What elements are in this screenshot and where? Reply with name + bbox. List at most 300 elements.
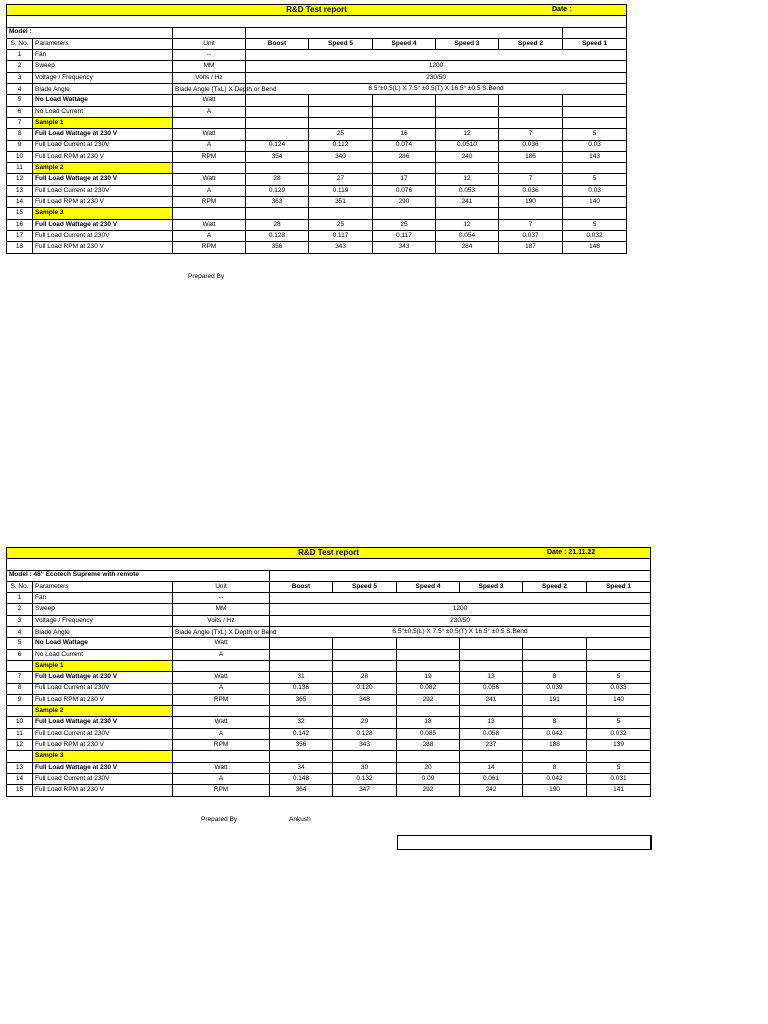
empty-cell (563, 163, 627, 174)
value-cell: 16 (373, 129, 436, 140)
sno-cell: 6 (7, 649, 33, 660)
header-speed5: Speed 5 (309, 38, 373, 49)
voltage-value: 230/50 (246, 72, 627, 83)
value-cell: 19 (397, 672, 460, 683)
sno-cell: 15 (7, 785, 33, 796)
value-cell: 139 (587, 740, 651, 751)
value-cell: 0.032 (587, 728, 651, 739)
value-cell: 0.054 (436, 230, 499, 241)
empty-cell (333, 660, 397, 671)
report-title (7, 548, 651, 559)
empty-cell (246, 208, 309, 219)
value-cell: 292 (397, 785, 460, 796)
sno-cell: 13 (7, 762, 33, 773)
test-report-table-1 (6, 4, 627, 254)
sno-cell (7, 660, 33, 671)
sample-label: Sample 3 (33, 751, 173, 762)
value-cell: 0.117 (309, 230, 373, 241)
empty-cell (499, 163, 563, 174)
sno-cell: 11 (7, 728, 33, 739)
sno-cell: 5 (7, 95, 33, 106)
empty-cell (563, 208, 627, 219)
value-cell: 28 (246, 219, 309, 230)
sample-label: Sample 2 (33, 706, 173, 717)
value-cell: 12 (436, 219, 499, 230)
unit-cell: A (173, 728, 270, 739)
empty-cell (499, 117, 563, 128)
empty-cell (397, 660, 460, 671)
value-cell: 12 (436, 129, 499, 140)
sample-header-row (7, 751, 651, 762)
value-cell: 0.120 (333, 683, 397, 694)
sno-cell: 8 (7, 129, 33, 140)
table-row (7, 129, 627, 140)
param-cell: Sweep (33, 604, 173, 615)
header-speed4: Speed 4 (397, 581, 460, 592)
value-cell: 0.128 (246, 230, 309, 241)
value-cell: 365 (270, 694, 333, 705)
value-cell: 0.031 (587, 773, 651, 784)
empty-cell (246, 117, 309, 128)
value-cell: 0.036 (499, 140, 563, 151)
report-title-text: R&D Test report (286, 5, 347, 15)
table-row (7, 230, 627, 241)
value-cell: 0.061 (460, 773, 523, 784)
unit-cell: RPM (173, 151, 246, 162)
unit-cell: Watt (173, 129, 246, 140)
table-row (7, 649, 651, 660)
unit-cell: MM (173, 61, 246, 72)
param-cell: No Load Current (33, 649, 173, 660)
unit-cell: A (173, 106, 246, 117)
value-cell: 0.112 (309, 140, 373, 151)
value-cell: 5 (587, 762, 651, 773)
value-cell: 20 (397, 762, 460, 773)
value-cell: 187 (499, 242, 563, 253)
unit-cell: Watt (173, 219, 246, 230)
sno-cell (7, 751, 33, 762)
value-cell: 140 (587, 694, 651, 705)
value-cell: 0.039 (523, 683, 587, 694)
value-cell: 347 (333, 785, 397, 796)
value-cell: 340 (309, 151, 373, 162)
param-cell: No Load Current (33, 106, 173, 117)
sample-label: Sample 3 (33, 208, 173, 219)
sno-cell: 1 (7, 593, 33, 604)
value-cell: 351 (309, 197, 373, 208)
value-cell: 292 (397, 694, 460, 705)
value-cell: 237 (460, 740, 523, 751)
value-cell: 5 (563, 129, 627, 140)
value-cell: 5 (563, 219, 627, 230)
value-cell: 7 (499, 174, 563, 185)
blade-angle-value: 6.5°±0.5(L) X 7.5° ±0.5(T) X 16.5° ±0.5 S.Bend (246, 84, 627, 95)
param-cell: Full Load Current at 230V (33, 728, 173, 739)
unit-cell: Watt (173, 174, 246, 185)
value-cell: 356 (246, 242, 309, 253)
value-cell: 0.074 (373, 140, 436, 151)
value-cell: 286 (373, 151, 436, 162)
param-cell: Full Load RPM at 230 V (33, 151, 173, 162)
unit-cell: A (173, 649, 270, 660)
param-cell: Fan (33, 50, 173, 61)
table-row (7, 185, 627, 196)
value-cell: 0.053 (436, 185, 499, 196)
empty-cell (373, 163, 436, 174)
table-row (7, 740, 651, 751)
sno-cell: 4 (7, 84, 33, 95)
test-report-table-2 (6, 547, 651, 797)
sno-cell: 12 (7, 740, 33, 751)
sno-cell: 5 (7, 638, 33, 649)
sno-cell: 11 (7, 163, 33, 174)
unit-cell: MM (173, 604, 270, 615)
param-cell: Sweep (33, 61, 173, 72)
header-boost: Boost (246, 38, 309, 49)
value-cell: 0.132 (333, 773, 397, 784)
unit-cell: Blade Angle (TxL) X Depth or Bend (173, 627, 270, 638)
header-boost: Boost (270, 581, 333, 592)
unit-cell: RPM (173, 785, 270, 796)
empty-cell (309, 208, 373, 219)
sno-cell: 13 (7, 185, 33, 196)
table-row (7, 50, 627, 61)
value-cell: 143 (563, 151, 627, 162)
value-cell: 0.136 (270, 683, 333, 694)
table-row (7, 773, 651, 784)
param-cell: Blade Angle (33, 627, 173, 638)
sno-cell: 9 (7, 694, 33, 705)
value-cell: 343 (373, 242, 436, 253)
sno-cell: 3 (7, 615, 33, 626)
empty-cell (173, 751, 270, 762)
table-row (7, 785, 651, 796)
table-row (7, 95, 627, 106)
voltage-value: 230/50 (270, 615, 651, 626)
unit-cell: RPM (173, 740, 270, 751)
value-cell (246, 50, 627, 61)
table-row (7, 84, 627, 95)
empty-cell (397, 751, 460, 762)
value-cell: 364 (270, 785, 333, 796)
header-speed3: Speed 3 (436, 38, 499, 49)
param-cell: Full Load RPM at 230 V (33, 785, 173, 796)
value-cell: 0.085 (397, 728, 460, 739)
unit-cell: -- (173, 50, 246, 61)
value-cell: 8 (523, 762, 587, 773)
value-cell: 0.119 (309, 185, 373, 196)
value-cell: 343 (333, 740, 397, 751)
unit-cell: A (173, 185, 246, 196)
unit-cell: A (173, 683, 270, 694)
prepared-by-label: Prepared By (188, 273, 225, 280)
sno-cell: 10 (7, 151, 33, 162)
table-row (7, 140, 627, 151)
param-cell: Full Load RPM at 230 V (33, 197, 173, 208)
header-sno: S. No. (7, 581, 33, 592)
value-cell: 28 (333, 672, 397, 683)
empty-cell (173, 706, 270, 717)
empty-cell (460, 751, 523, 762)
value-cell: 29 (333, 717, 397, 728)
param-cell: Full Load Wattage at 230 V (33, 762, 173, 773)
table-row (7, 717, 651, 728)
empty-cell (270, 706, 333, 717)
value-cell: 0.124 (246, 140, 309, 151)
value-cell: 8 (523, 672, 587, 683)
value-cell: 27 (309, 174, 373, 185)
empty-cell (246, 163, 309, 174)
param-cell: Full Load RPM at 230 V (33, 740, 173, 751)
param-cell: No Load Wattage (33, 95, 173, 106)
table-row (7, 242, 627, 253)
report-date: Date : (552, 6, 572, 13)
table-row (7, 728, 651, 739)
value-cell: 0.032 (563, 230, 627, 241)
empty-cell (436, 117, 499, 128)
table-row (7, 593, 651, 604)
value-cell: 191 (523, 694, 587, 705)
value-cell: 241 (436, 197, 499, 208)
param-cell: Full Load Wattage at 230 V (33, 672, 173, 683)
value-cell: 141 (587, 785, 651, 796)
value-cell: 13 (460, 672, 523, 683)
param-cell: No Load Wattage (33, 638, 173, 649)
table-row (7, 219, 627, 230)
value-cell: 188 (523, 740, 587, 751)
sample-label: Sample 1 (33, 117, 173, 128)
sample-header-row (7, 706, 651, 717)
table-row (7, 627, 651, 638)
empty-cell (523, 660, 587, 671)
value-cell: 288 (397, 740, 460, 751)
value-cell: 186 (499, 151, 563, 162)
sample-header-row (7, 660, 651, 671)
value-cell: 0.076 (373, 185, 436, 196)
empty-cell (173, 163, 246, 174)
header-speed2: Speed 2 (523, 581, 587, 592)
report-date: Date : 21.11.22 (547, 549, 596, 556)
sno-cell: 18 (7, 242, 33, 253)
value-cell: 354 (246, 151, 309, 162)
value-cell: 0.033 (587, 683, 651, 694)
value-cell: 0.036 (499, 185, 563, 196)
param-cell: Full Load Wattage at 230 V (33, 717, 173, 728)
table-row (7, 604, 651, 615)
signature-box (397, 835, 652, 850)
sno-cell: 15 (7, 208, 33, 219)
empty-cell (587, 660, 651, 671)
sno-cell: 1 (7, 50, 33, 61)
empty-cell (523, 706, 587, 717)
empty-cell (587, 706, 651, 717)
value-cell: 0.03 (563, 185, 627, 196)
header-speed1: Speed 1 (563, 38, 627, 49)
value-cell: 348 (333, 694, 397, 705)
sno-cell: 12 (7, 174, 33, 185)
empty-cell (563, 117, 627, 128)
sno-cell: 8 (7, 683, 33, 694)
sno-cell: 14 (7, 773, 33, 784)
table-row (7, 151, 627, 162)
param-cell: Full Load Current at 230V (33, 230, 173, 241)
value-cell: 148 (563, 242, 627, 253)
empty-cell (373, 117, 436, 128)
blade-angle-value: 6.5°±0.5(L) X 7.5° ±0.5(T) X 16.5° ±0.5 S.Bend (270, 627, 651, 638)
value-cell: 0.042 (523, 773, 587, 784)
param-cell: Blade Angle (33, 84, 173, 95)
value-cell: 241 (460, 694, 523, 705)
prepared-by-label: Prepared By (201, 816, 238, 823)
unit-cell: Watt (173, 672, 270, 683)
header-speed3: Speed 3 (460, 581, 523, 592)
value-cell: 0.082 (397, 683, 460, 694)
table-row (7, 694, 651, 705)
value-cell: 242 (460, 785, 523, 796)
report-title-text: R&D Test report (298, 548, 359, 558)
value-cell: 0.037 (499, 230, 563, 241)
param-cell: Full Load Current at 230V (33, 140, 173, 151)
empty-cell (499, 208, 563, 219)
table-row (7, 615, 651, 626)
empty-cell (270, 660, 333, 671)
header-parameters: Parameters (33, 581, 173, 592)
model-value (246, 27, 563, 38)
empty-cell (173, 660, 270, 671)
value-cell: 343 (309, 242, 373, 253)
sno-cell: 14 (7, 197, 33, 208)
value-cell: 14 (460, 762, 523, 773)
model-value (270, 570, 651, 581)
sno-cell: 2 (7, 604, 33, 615)
value-cell: 5 (563, 174, 627, 185)
param-cell: Full Load Wattage at 230 V (33, 129, 173, 140)
header-row (7, 581, 651, 592)
value-cell: 18 (397, 717, 460, 728)
param-cell: Full Load Current at 230V (33, 773, 173, 784)
value-cell: 0.056 (460, 683, 523, 694)
unit-cell: A (173, 140, 246, 151)
value-cell: 363 (246, 197, 309, 208)
value-cell: 32 (270, 717, 333, 728)
param-cell: Full Load RPM at 230 V (33, 242, 173, 253)
table-row (7, 72, 627, 83)
model-label: Model : 48" Ecotech Supreme with remote (7, 570, 270, 581)
param-cell: Full Load Current at 230V (33, 683, 173, 694)
unit-cell: Volts / Hz (173, 615, 270, 626)
empty-cell (333, 706, 397, 717)
header-row (7, 38, 627, 49)
unit-cell: A (173, 230, 246, 241)
value-cell: 25 (373, 219, 436, 230)
model-cell (173, 27, 246, 38)
sample-header-row (7, 208, 627, 219)
value-cell: 5 (587, 672, 651, 683)
empty-cell (173, 208, 246, 219)
sno-cell: 2 (7, 61, 33, 72)
table-row (7, 672, 651, 683)
sno-cell: 4 (7, 627, 33, 638)
value-cell: 28 (246, 174, 309, 185)
sweep-value: 1200 (246, 61, 627, 72)
unit-cell: Watt (173, 95, 246, 106)
value-cell: 290 (373, 197, 436, 208)
model-label: Model : (7, 27, 173, 38)
header-speed4: Speed 4 (373, 38, 436, 49)
header-parameters: Parameters (33, 38, 173, 49)
sno-cell: 7 (7, 672, 33, 683)
unit-cell: Watt (173, 762, 270, 773)
report-title (7, 5, 627, 16)
param-cell: Full Load Current at 230V (33, 185, 173, 196)
empty-cell (309, 117, 373, 128)
value-cell: 356 (270, 740, 333, 751)
value-cell: 8 (523, 717, 587, 728)
value-cell: 0.117 (373, 230, 436, 241)
unit-cell: A (173, 773, 270, 784)
value-cell: 140 (563, 197, 627, 208)
value-cell: 7 (499, 129, 563, 140)
value-cell: 25 (309, 129, 373, 140)
header-sno: S. No. (7, 38, 33, 49)
empty-cell (373, 208, 436, 219)
sample-header-row (7, 117, 627, 128)
header-unit: Unit (173, 38, 246, 49)
sno-cell: 6 (7, 106, 33, 117)
value-cell: 25 (309, 219, 373, 230)
value-cell: 7 (499, 219, 563, 230)
prepared-by-name: Ankush (289, 816, 311, 823)
spacer-row (7, 559, 651, 570)
param-cell: Voltage / Frequency (33, 72, 173, 83)
value-cell: 13 (460, 717, 523, 728)
table-row (7, 61, 627, 72)
param-cell: Full Load Wattage at 230 V (33, 174, 173, 185)
value-cell: 17 (373, 174, 436, 185)
value-cell: 0.142 (270, 728, 333, 739)
sample-label: Sample 1 (33, 660, 173, 671)
unit-cell: RPM (173, 197, 246, 208)
value-cell: 240 (436, 151, 499, 162)
empty-cell (333, 751, 397, 762)
empty-cell (173, 117, 246, 128)
sno-cell: 3 (7, 72, 33, 83)
header-unit: Unit (173, 581, 270, 592)
header-speed2: Speed 2 (499, 38, 563, 49)
empty-cell (587, 751, 651, 762)
param-cell: Fan (33, 593, 173, 604)
unit-cell: RPM (173, 694, 270, 705)
value-cell: 0.042 (523, 728, 587, 739)
unit-cell: -- (173, 593, 270, 604)
sno-cell: 10 (7, 717, 33, 728)
value-cell: 0.128 (333, 728, 397, 739)
table-row (7, 683, 651, 694)
empty-cell (436, 163, 499, 174)
param-cell: Full Load RPM at 230 V (33, 694, 173, 705)
value-cell: 0.148 (270, 773, 333, 784)
value-cell: 30 (333, 762, 397, 773)
sample-header-row (7, 163, 627, 174)
empty-cell (309, 163, 373, 174)
empty-cell (460, 660, 523, 671)
unit-cell: Watt (173, 638, 270, 649)
value-cell: 0.03 (563, 140, 627, 151)
value-cell: 34 (270, 762, 333, 773)
sno-cell: 17 (7, 230, 33, 241)
value-cell: 0.058 (460, 728, 523, 739)
sno-cell: 9 (7, 140, 33, 151)
